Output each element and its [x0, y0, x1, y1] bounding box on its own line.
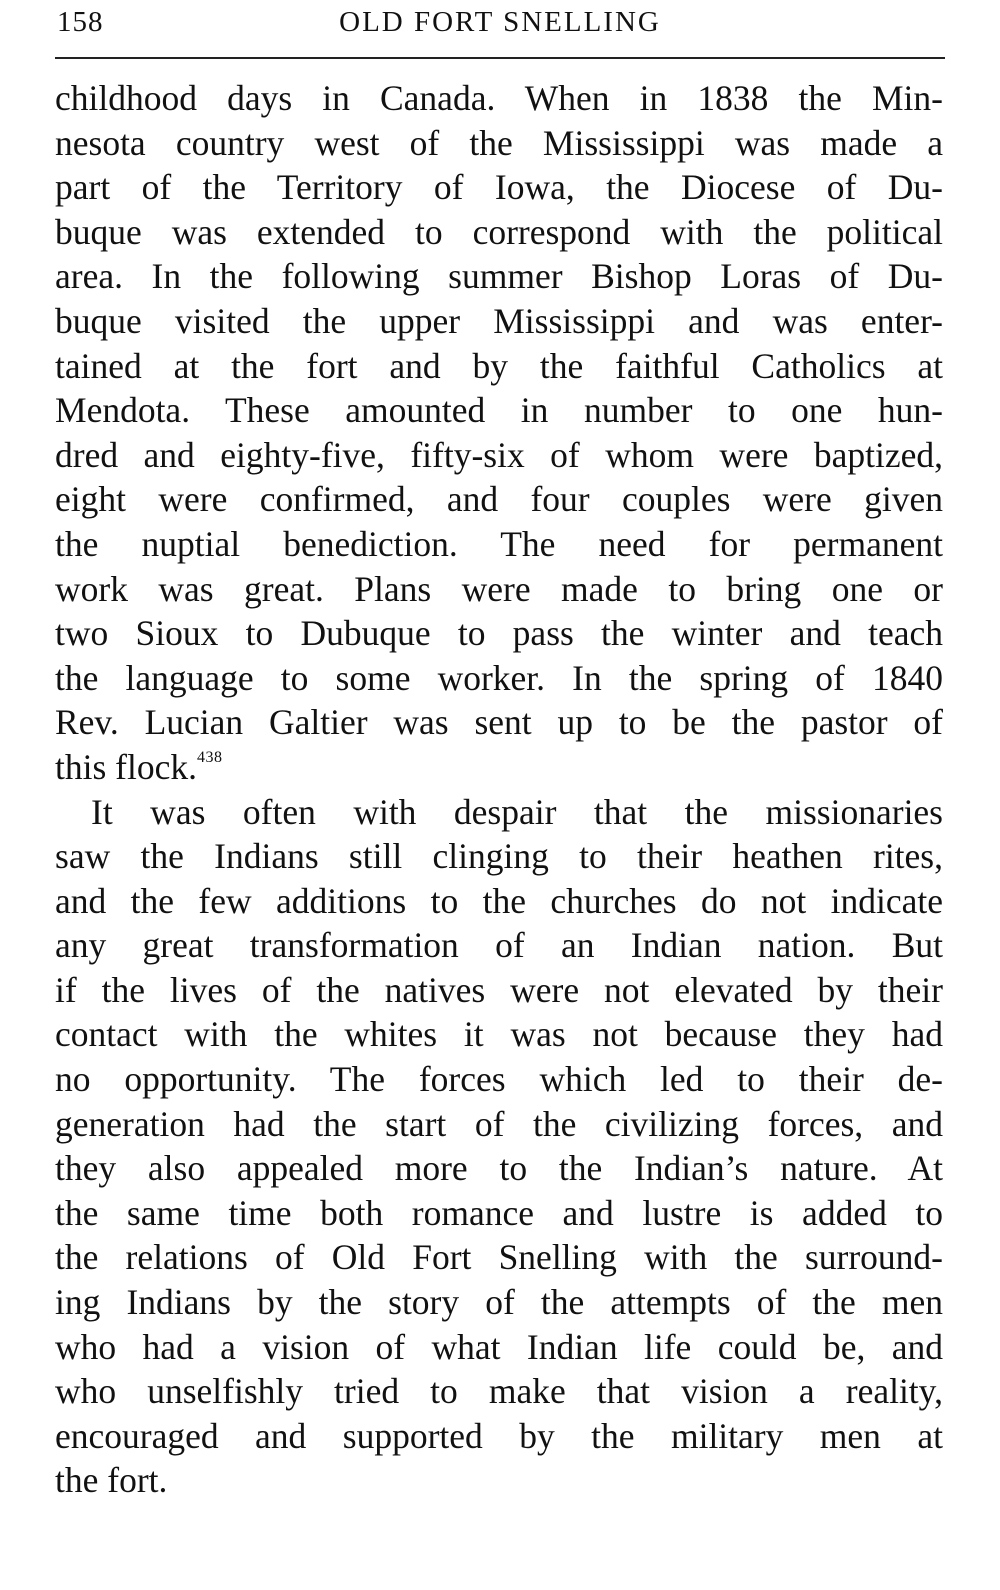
running-title: OLD FORT SNELLING — [339, 6, 661, 38]
text-line: work was great. Plans were made to bring one or — [55, 568, 943, 609]
text-line: Mendota. These amounted in number to one hun- — [55, 390, 943, 431]
last-line-text: this flock. — [55, 746, 197, 787]
text-line: ing Indians by the story of the attempts of the men — [55, 1282, 943, 1323]
text-line: area. In the following summer Bishop Loras of Du- — [55, 256, 943, 297]
text-line: dred and eighty-five, fifty-six of whom were baptized, — [55, 434, 943, 475]
text-line: the nuptial benediction. The need for permanent — [55, 523, 943, 564]
text-line: generation had the start of the civilizing forces, and — [55, 1103, 943, 1144]
text-line: buque visited the upper Mississippi and was enter- — [55, 300, 943, 341]
text-line: the same time both romance and lustre is added to — [55, 1192, 943, 1233]
text-line: Rev. Lucian Galtier was sent up to be the pastor of — [55, 702, 943, 743]
text-line: encouraged and supported by the military men at — [55, 1415, 943, 1456]
text-line: tained at the fort and by the faithful Catholics at — [55, 345, 943, 386]
text-line: who had a vision of what Indian life could be, and — [55, 1326, 943, 1367]
text-line: nesota country west of the Mississippi was made a — [55, 122, 943, 163]
paragraph-2 — [55, 790, 943, 1504]
text-line: if the lives of the natives were not elevated by their — [55, 969, 943, 1010]
text-line: any great transformation of an Indian nation. But — [55, 925, 943, 966]
text-line: saw the Indians still clinging to their heathen rites, — [55, 836, 943, 877]
page-header — [55, 2, 945, 46]
header-rule — [55, 57, 945, 59]
footnote-reference[interactable]: 438 — [196, 748, 223, 766]
text-line: who unselfishly tried to make that vision a reality, — [55, 1371, 943, 1412]
text-line: the language to some worker. In the spring of 1840 — [55, 657, 943, 698]
text-line: contact with the whites it was not because they had — [55, 1014, 943, 1055]
text-line: childhood days in Canada. When in 1838 the Min- — [55, 78, 943, 118]
body-text — [55, 76, 943, 1503]
text-line: they also appealed more to the Indian’s nature. At — [55, 1148, 943, 1189]
text-line: the fort. — [55, 1460, 168, 1501]
text-line: part of the Territory of Iowa, the Diocese of Du- — [55, 167, 943, 208]
page-number: 158 — [57, 6, 104, 38]
text-line: and the few additions to the churches do not indicate — [55, 880, 943, 921]
text-line: the relations of Old Fort Snelling with the surround- — [55, 1237, 943, 1278]
text-line: no opportunity. The forces which led to their de- — [55, 1059, 943, 1100]
paragraph-1 — [55, 76, 943, 790]
text-line: It was often with despair that the missionaries — [91, 791, 943, 832]
text-line: buque was extended to correspond with the political — [55, 211, 943, 252]
text-line: two Sioux to Dubuque to pass the winter and teach — [55, 613, 943, 654]
text-line: eight were confirmed, and four couples were given — [55, 479, 943, 520]
text-line — [55, 745, 943, 790]
